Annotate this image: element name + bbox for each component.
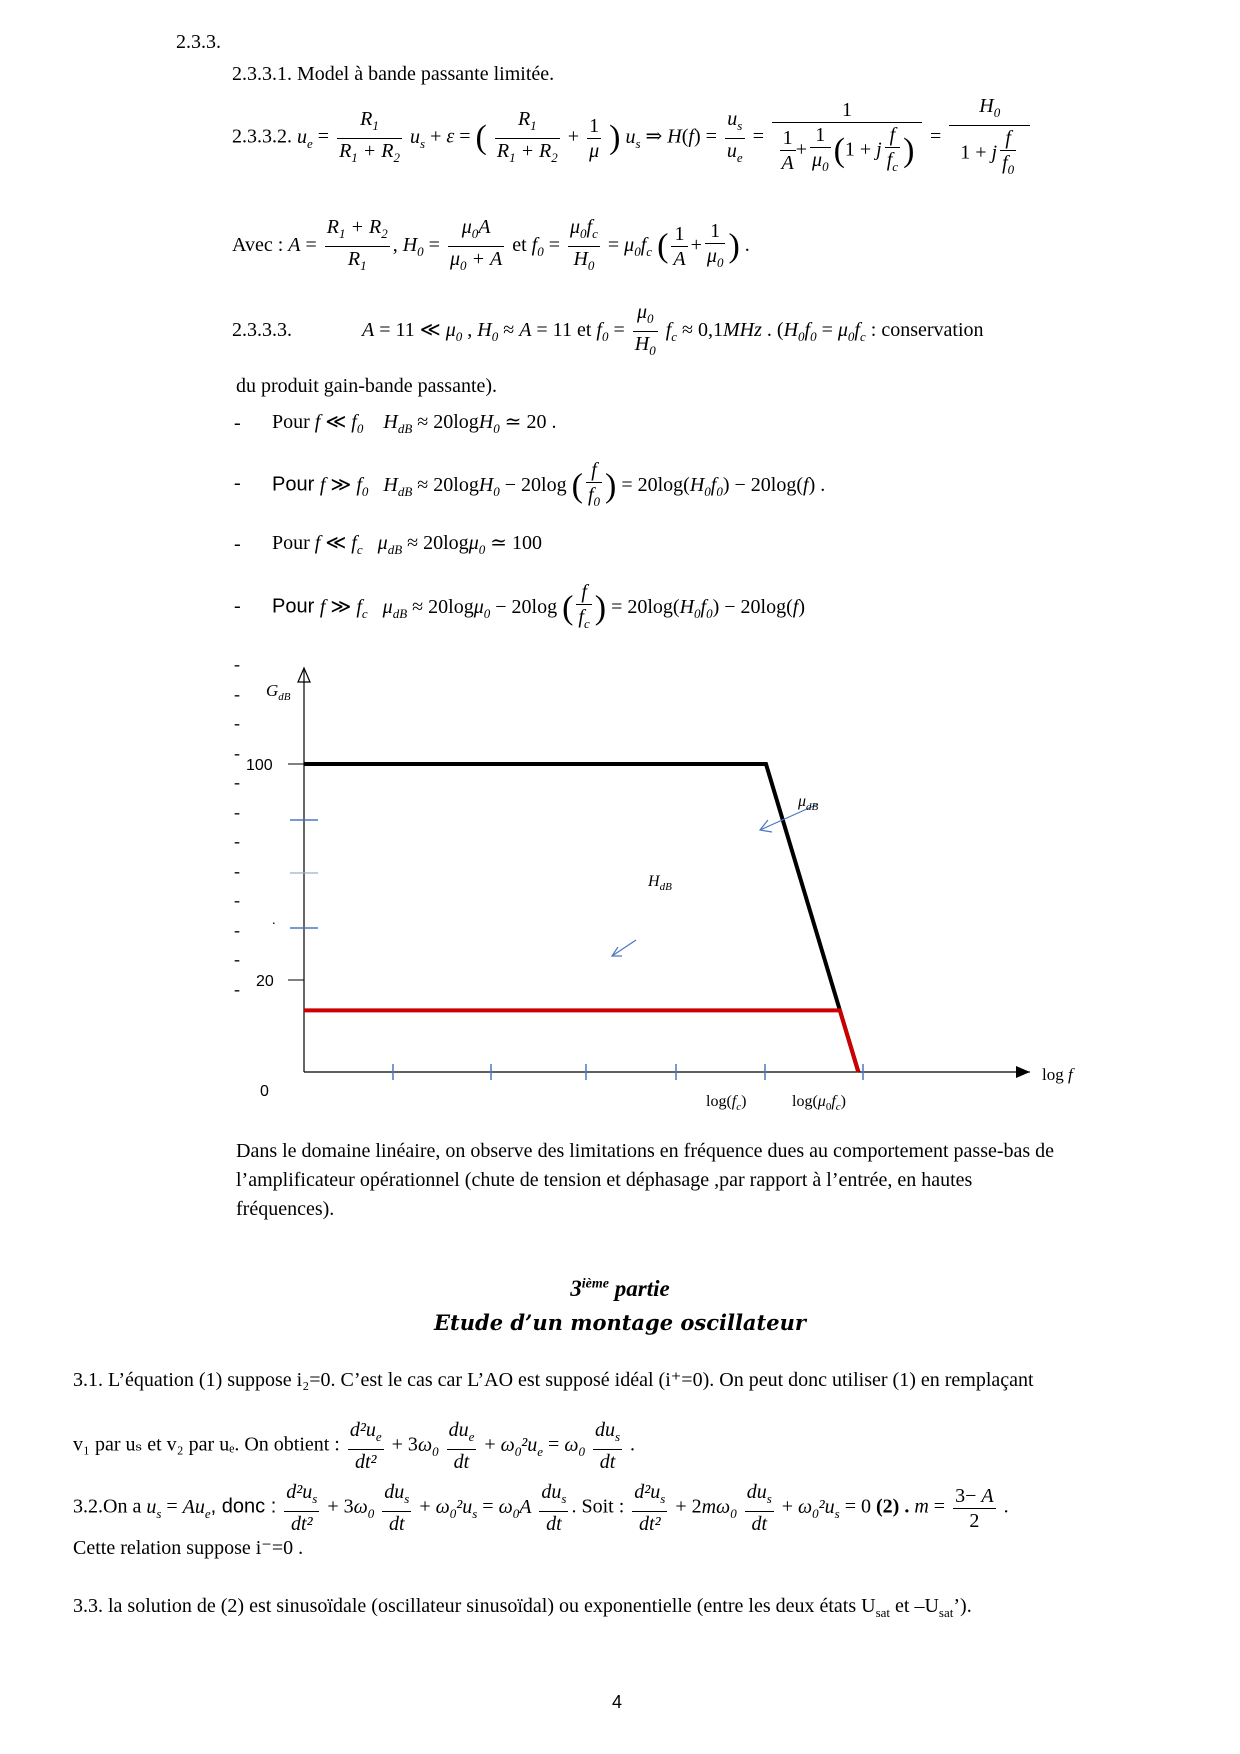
y-tick-0: 0 [260,1083,269,1100]
section-2-3-3-1: 2.3.3.1. Model à bande passante limitée. [232,63,555,85]
y-axis-label: $G_{dB}$ [266,681,291,703]
bullet-dash: - [234,472,241,494]
equation-2-3-3-3: 2.3.3.3. A = 11 ≪ $\mu_0$ , $H_0 \approx A = 11$ et $f_0$ = $\frac{\mu_0}{H_0}$ $f_c \approx 0,1MHz$ . ($H_0f_0 = \mu_0f_c$ : conservation [232,301,984,358]
equation-2-3-3-2: 2.3.3.2. $u_e$ = $\frac{R_1}{R_1 + R_2}$ $u_s + \varepsilon$ = ( $\frac{R_1}{R_1 + R_2}$ + $\frac{1}{\mu}$ ) $u_s$ ⇒ H(f) = $\frac{u_s}{u_e}$ = 1 $\frac{1}{A}$ + $\frac{1}{\mu_0}$ (1 + j $\frac{f}{f_c}$ ) = $H_0$ 1 + j $\frac{f}{f_0}$ [232,94,1033,184]
part-word: partie [614,1276,670,1301]
s31-line1: 3.1. L’équation (1) suppose i₂=0. C’est le cas car L’AO est supposé idéal (i⁺=0). On peut donc utiliser (1) en remplaçant [73,1369,1034,1391]
x-tick-label-fc: $\log(f_c)$ [706,1093,747,1113]
paragraph-line-2: l’amplificateur opérationnel (chute de tension et déphasage ,par rapport à l’entrée, en hautes [236,1169,973,1191]
y-tick-100: 100 [246,757,273,774]
margin-dashes: - - - - - - - - - - - - [234,654,240,999]
part-title [0,1276,1240,1302]
H-dB-annotation: $H_{dB}$ [648,873,672,893]
mu-dB-annotation: $\mu_{dB}$ [798,793,819,813]
section-label: 2.3.3.2. [232,125,292,148]
s33-text: 3.3. la solution de (2) est sinusoïdale (oscillateur sinusoïdal) ou exponentielle (entre les deux états U [73,1595,876,1617]
stray-dot: . [272,913,276,928]
bode-chart [220,660,1100,1130]
bullet-1-label: Pour [272,411,310,433]
part-number: 3 [570,1276,582,1301]
conservation-text: : conservation [870,319,984,342]
s33-mid: et –U [890,1595,939,1617]
section-label: 2.3.3.3. [232,319,292,342]
bullet-3: Pour f ≪ $f_c$ $\mu_{dB} \approx 20\log\mu_0$ ≃ 100 [272,532,542,557]
page-number: 4 [612,1692,623,1712]
part-sup: ième [581,1276,609,1292]
part-subtitle: Etude d’un montage oscillateur [434,1310,806,1335]
equation-avec: Avec : A = $\frac{R_1 + R_2}{R_1}$ , $H_0$ = $\frac{\mu_0A}{\mu_0 + A}$ et $f_0$ = $\frac{\mu_0f_c}{H_0}$ = $\mu_0f_c$ ( $\frac{1}{A}$ + $\frac{1}{\mu_0}$ ) . [232,216,750,273]
s32-line1: 3.2.On a $u_s = Au_e$, donc : $\frac{d^2u_s}{\text{dt²}}$ + $3\omega_0$ $\frac{du_s}{dt}$ + $\omega_0^2u_s = \omega_0A$ $\frac{du_s}{dt}$ . Soit : $\frac{d^2u_s}{\text{dt²}}$ + $2m\omega_0$ $\frac{du_s}{dt}$ + $\omega_0^2u_s = 0$ (2) . m = $\frac{3- A}{2}$ . [73,1481,1009,1535]
mu-dB-curve [304,764,858,1072]
bullet-dash: - [234,412,241,434]
s32-lead: 3.2.On a [73,1495,142,1518]
paragraph-line-3: fréquences). [236,1198,335,1220]
s31-lead: v₁ par uₛ et v₂ par uₑ. On obtient : [73,1433,340,1456]
x-axis-arrow [1016,1066,1030,1078]
s31-line2: v₁ par uₛ et v₂ par uₑ. On obtient : $\frac{d^2u_e}{\text{dt²}}$ + $3\omega_0$ $\frac{du_e}{dt}$ + $\omega_0^2u_e = \omega_0$ $\frac{du_s}{dt}$ . [73,1419,635,1473]
s33-end: ’). [953,1595,972,1617]
H-dB-arrowhead [612,947,622,956]
bullet-dash: - [234,595,241,617]
bullet-4-label: Pour [272,595,315,618]
conservation-continuation: du produit gain-bande passante). [236,375,498,397]
y-tick-20: 20 [256,973,274,990]
s32-donc: , donc : [210,1495,277,1518]
s33-sub2: sat [938,1605,954,1620]
section-2-3-3: 2.3.3. [176,31,221,53]
paragraph-line-1: Dans le domaine linéaire, on observe des limitations en fréquence dues au comportement passe-bas de [236,1140,1055,1162]
avec-label: Avec : [232,234,284,257]
x-tick-label-mu0fc: $\log(\mu_0f_c)$ [792,1093,846,1113]
s32-soit: . Soit : [571,1495,625,1518]
x-axis-label: log f [1042,1065,1073,1084]
H-dB-curve [304,1010,858,1072]
bullet-1: Pour f ≪ $f_0$ $H_{dB} \approx 20\log H_0$ ≃ 20 . [272,411,557,436]
s33-line [73,1594,972,1625]
bullet-2: Pour f ≫ $f_0$ $H_{dB} \approx 20\log H_0 - 20\log$ ( $\frac{f}{f_0}$ ) = $20\log(H_0f_0) - 20\log(f)$ . [272,459,826,509]
bullet-3-label: Pour [272,532,310,554]
H-dB-arrow [612,940,636,956]
s33-sub1: sat [875,1605,891,1620]
bullet-2-label: Pour [272,473,315,496]
s32-line2: Cette relation suppose i⁻=0 . [73,1537,304,1559]
bullet-4: Pour f ≫ $f_c$ $\mu_{dB} \approx 20\log\mu_0 - 20\log$ ( $\frac{f}{f_c}$ ) = $20\log(H_0f_0) - 20\log(f)$ [272,581,805,631]
bullet-dash: - [234,533,241,555]
s32-eq-ref: (2) . [876,1495,910,1518]
